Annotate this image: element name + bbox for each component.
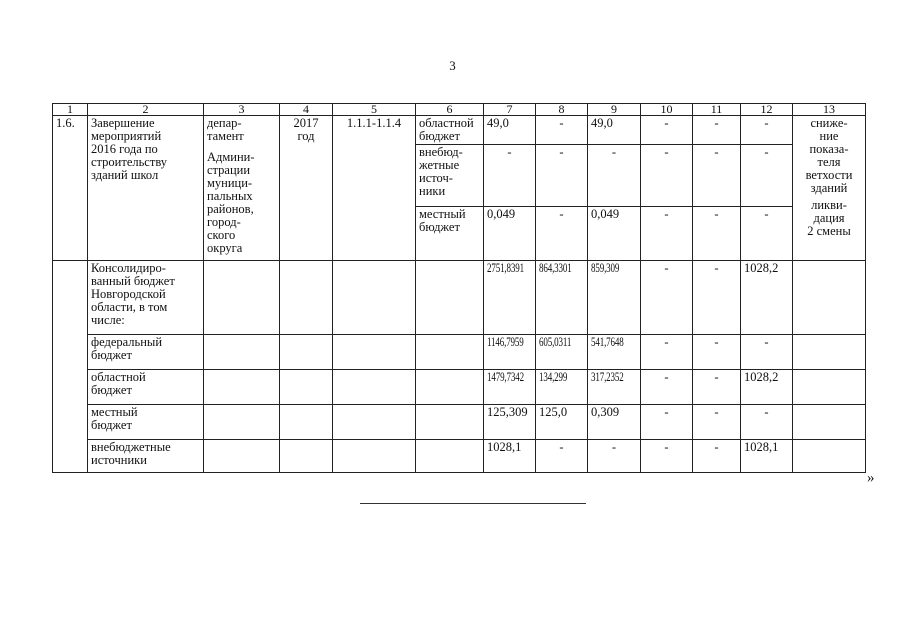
value-cell: - [693, 116, 741, 145]
empty-cell [333, 405, 416, 440]
value-cell: - [693, 145, 741, 207]
empty-cell [416, 440, 484, 473]
value-cell: - [641, 405, 693, 440]
value-cell: - [588, 145, 641, 207]
empty-cell [793, 261, 866, 335]
empty-cell [280, 405, 333, 440]
summary-label: местный бюджет [88, 405, 204, 440]
footer-rule [360, 503, 586, 504]
value-cell: - [693, 405, 741, 440]
header-cell: 1 [53, 104, 88, 116]
item-code: 1.1.1-1.1.4 [333, 116, 416, 261]
summary-label: федеральный бюджет [88, 335, 204, 370]
value-cell: 317,2352 [588, 370, 641, 405]
value-cell: - [741, 335, 793, 370]
summary-label: внебюджетные источники [88, 440, 204, 473]
value-cell: 859,309 [588, 261, 641, 335]
empty-cell [416, 405, 484, 440]
value-cell: - [693, 335, 741, 370]
empty-cell [416, 370, 484, 405]
value-cell: 0,049 [484, 207, 536, 261]
value-cell: - [536, 116, 588, 145]
item-number: 1.6. [53, 116, 88, 261]
program-table [52, 103, 866, 473]
table-row [53, 440, 866, 473]
value-cell: 541,7648 [588, 335, 641, 370]
empty-cell [793, 370, 866, 405]
header-cell: 7 [484, 104, 536, 116]
value-cell: - [741, 116, 793, 145]
page-number: 3 [449, 58, 456, 73]
empty-cell [204, 370, 280, 405]
header-cell: 8 [536, 104, 588, 116]
summary-label: областной бюджет [88, 370, 204, 405]
header-cell: 12 [741, 104, 793, 116]
header-cell: 13 [793, 104, 866, 116]
value-cell: - [693, 440, 741, 473]
value-cell: - [536, 440, 588, 473]
value-cell: - [641, 116, 693, 145]
empty-cell [416, 261, 484, 335]
value-cell: - [741, 405, 793, 440]
summary-label: Консолидиро- ванный бюджет Новгородской области, в том числе: [88, 261, 204, 335]
value-cell: - [588, 440, 641, 473]
value-cell: - [693, 370, 741, 405]
value-cell: 1028,2 [741, 261, 793, 335]
value-cell: - [641, 145, 693, 207]
empty-cell [793, 405, 866, 440]
value-cell: - [536, 207, 588, 261]
empty-cell [280, 370, 333, 405]
table-row [53, 370, 866, 405]
empty-cell [333, 261, 416, 335]
empty-cell [793, 335, 866, 370]
value-cell: 125,0 [536, 405, 588, 440]
value-cell: 2751,8391 [484, 261, 536, 335]
table-row [53, 261, 866, 335]
value-cell: - [536, 145, 588, 207]
value-cell: 1146,7959 [484, 335, 536, 370]
header-row [53, 104, 866, 116]
empty-cell [333, 335, 416, 370]
empty-cell [416, 335, 484, 370]
value-cell: - [641, 370, 693, 405]
value-cell: 1028,2 [741, 370, 793, 405]
empty-cell [204, 261, 280, 335]
empty-cell [793, 440, 866, 473]
value-cell: 1479,7342 [484, 370, 536, 405]
item-name: Завершение мероприятий 2016 года по строительству зданий школ [88, 116, 204, 261]
value-cell: - [693, 261, 741, 335]
value-cell: - [641, 440, 693, 473]
empty-cell [280, 261, 333, 335]
empty-cell [53, 261, 88, 473]
value-cell: 0,309 [588, 405, 641, 440]
value-cell: - [741, 145, 793, 207]
value-cell: - [641, 335, 693, 370]
value-cell: 864,3301 [536, 261, 588, 335]
value-cell: - [641, 207, 693, 261]
value-cell: - [741, 207, 793, 261]
value-cell: 0,049 [588, 207, 641, 261]
header-cell: 4 [280, 104, 333, 116]
empty-cell [333, 370, 416, 405]
item-goal: сниже- ние показа- теля ветхости зданий ликви- дация 2 смены [793, 116, 866, 261]
value-cell: 125,309 [484, 405, 536, 440]
empty-cell [204, 335, 280, 370]
empty-cell [333, 440, 416, 473]
value-cell: 49,0 [588, 116, 641, 145]
closing-quote: » [867, 470, 875, 486]
empty-cell [204, 405, 280, 440]
header-cell: 10 [641, 104, 693, 116]
item-executor: депар- тамент Админи- страции муници- пальных районов, город- ского округа [204, 116, 280, 261]
value-cell: 49,0 [484, 116, 536, 145]
empty-cell [204, 440, 280, 473]
empty-cell [280, 440, 333, 473]
funding-source: местный бюджет [416, 207, 484, 261]
value-cell: 605,0311 [536, 335, 588, 370]
value-cell: - [641, 261, 693, 335]
header-cell: 9 [588, 104, 641, 116]
value-cell: - [693, 207, 741, 261]
funding-source: областной бюджет [416, 116, 484, 145]
header-cell: 5 [333, 104, 416, 116]
header-cell: 11 [693, 104, 741, 116]
header-cell: 2 [88, 104, 204, 116]
item-year: 2017 год [280, 116, 333, 261]
table-row [53, 116, 866, 145]
header-cell: 3 [204, 104, 280, 116]
header-cell: 6 [416, 104, 484, 116]
table-row [53, 405, 866, 440]
value-cell: - [484, 145, 536, 207]
value-cell: 1028,1 [741, 440, 793, 473]
table-row [53, 335, 866, 370]
funding-source: внебюд- жетные источ- ники [416, 145, 484, 207]
value-cell: 1028,1 [484, 440, 536, 473]
empty-cell [280, 335, 333, 370]
value-cell: 134,299 [536, 370, 588, 405]
